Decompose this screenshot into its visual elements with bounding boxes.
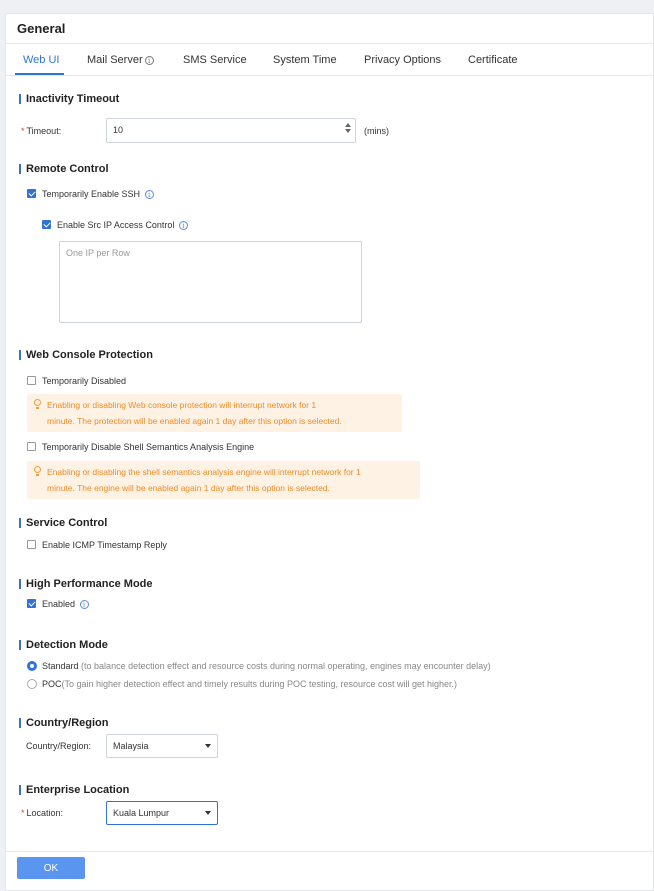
high-performance-text: Enabled — [42, 599, 76, 609]
temporarily-disabled-label[interactable]: Temporarily Disabled — [42, 376, 127, 386]
enable-ssh-text: Temporarily Enable SSH — [42, 189, 141, 199]
poc-text: POC — [42, 679, 62, 689]
timeout-unit: (mins) — [364, 126, 389, 136]
timeout-label: * Timeout: — [21, 126, 62, 136]
general-panel — [5, 13, 654, 891]
location-label: * Location: — [21, 808, 64, 818]
section-enterprise-location: Enterprise Location — [19, 784, 129, 796]
high-performance-label[interactable] — [42, 599, 89, 609]
ip-list-placeholder: One IP per Row — [66, 248, 130, 258]
location-value: Kuala Lumpur — [113, 808, 170, 818]
info-icon[interactable]: i — [145, 190, 154, 199]
footer-divider — [6, 851, 653, 852]
standard-option-label[interactable] — [42, 661, 491, 671]
web-console-warning-line1: Enabling or disabling Web console protection will interrupt network for 1 — [47, 400, 317, 410]
src-ip-access-text: Enable Src IP Access Control — [57, 220, 175, 230]
ip-list-textarea[interactable] — [59, 241, 362, 323]
shell-engine-warning-line2: minute. The engine will be enabled again 1 day after this option is selected. — [47, 483, 330, 493]
standard-hint: (to balance detection effect and resource costs during normal operating, engines may encounter delay) — [81, 661, 491, 671]
src-ip-access-checkbox[interactable] — [42, 220, 51, 229]
active-tab-indicator — [15, 73, 64, 75]
country-region-label: Country/Region: — [26, 741, 92, 751]
info-icon[interactable]: i — [80, 600, 89, 609]
icmp-timestamp-label[interactable]: Enable ICMP Timestamp Reply — [42, 540, 167, 550]
disable-shell-engine-label[interactable]: Temporarily Disable Shell Semantics Analysis Engine — [42, 442, 255, 452]
info-icon[interactable]: i — [179, 221, 188, 230]
web-console-warning — [27, 394, 402, 432]
icmp-timestamp-checkbox[interactable] — [27, 540, 36, 549]
section-inactivity-timeout: Inactivity Timeout — [19, 93, 119, 105]
country-region-value: Malaysia — [113, 741, 149, 751]
tab-certificate[interactable]: Certificate — [468, 54, 518, 66]
tab-sms-service[interactable]: SMS Service — [183, 54, 247, 66]
shell-engine-warning — [27, 461, 420, 499]
section-service-control: Service Control — [19, 517, 107, 529]
increment-arrow-icon[interactable] — [345, 123, 351, 127]
enable-ssh-label[interactable] — [42, 189, 154, 199]
poc-radio[interactable] — [27, 679, 37, 689]
tab-mail-server[interactable] — [87, 54, 154, 66]
tab-web-ui[interactable]: Web UI — [23, 54, 60, 66]
chevron-down-icon — [205, 744, 211, 748]
standard-radio[interactable] — [27, 661, 37, 671]
info-icon[interactable]: i — [145, 56, 154, 65]
decrement-arrow-icon[interactable] — [345, 129, 351, 133]
standard-text: Standard — [42, 661, 79, 671]
location-label-text: Location: — [26, 808, 64, 818]
timeout-input[interactable] — [106, 118, 356, 143]
section-detection-mode: Detection Mode — [19, 639, 108, 651]
tab-bar — [6, 44, 653, 76]
high-performance-checkbox[interactable] — [27, 599, 36, 608]
section-country-region: Country/Region — [19, 717, 109, 729]
tab-mail-server-label: Mail Server — [87, 54, 143, 66]
tab-system-time[interactable]: System Time — [273, 54, 337, 66]
chevron-down-icon — [205, 811, 211, 815]
location-select[interactable] — [106, 801, 218, 825]
web-console-warning-line2: minute. The protection will be enabled again 1 day after this option is selected. — [47, 416, 342, 426]
disable-shell-engine-checkbox[interactable] — [27, 442, 36, 451]
lightbulb-icon — [34, 399, 41, 406]
poc-hint: (To gain higher detection effect and timely results during POC testing, resource cost will get higher.) — [61, 679, 458, 689]
section-web-console-protection: Web Console Protection — [19, 349, 153, 361]
country-region-select[interactable] — [106, 734, 218, 758]
shell-engine-warning-line1: Enabling or disabling the shell semantics analysis engine will interrupt network for 1 — [47, 467, 361, 477]
temporarily-disabled-checkbox[interactable] — [27, 376, 36, 385]
timeout-stepper[interactable] — [344, 123, 352, 135]
poc-option-label[interactable] — [42, 679, 457, 689]
ok-button[interactable]: OK — [17, 857, 85, 879]
src-ip-access-label[interactable] — [57, 220, 188, 230]
timeout-label-text: Timeout: — [26, 126, 62, 136]
timeout-value: 10 — [113, 125, 124, 135]
enable-ssh-checkbox[interactable] — [27, 189, 36, 198]
section-high-performance-mode: High Performance Mode — [19, 578, 153, 590]
section-remote-control: Remote Control — [19, 163, 109, 175]
panel-title: General — [17, 21, 66, 36]
tab-privacy-options[interactable]: Privacy Options — [364, 54, 442, 66]
lightbulb-icon — [34, 466, 41, 473]
